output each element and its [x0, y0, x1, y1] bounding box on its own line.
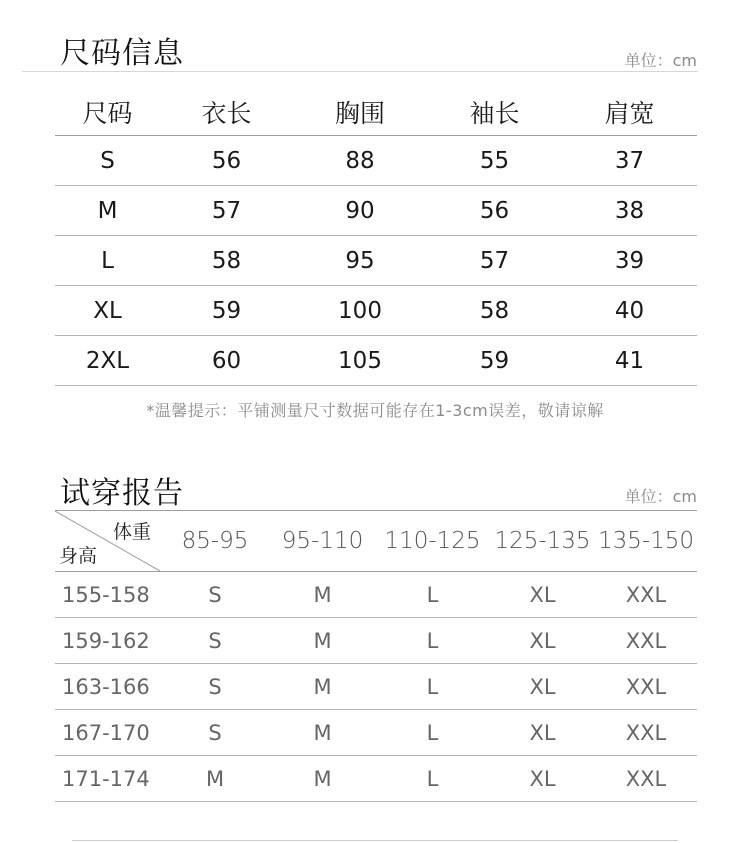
fit-size-cell: XL: [529, 766, 556, 791]
fit-size-cell: XL: [529, 674, 556, 699]
size-table-cell: XL: [93, 297, 122, 324]
fit-size-cell: M: [313, 582, 332, 607]
size-table-cell: 39: [614, 247, 645, 274]
weight-column-header: 110-125: [384, 528, 481, 554]
fit-size-cell: XXL: [625, 766, 667, 791]
height-label: 身高: [59, 545, 98, 567]
height-cell: 159-162: [62, 628, 150, 653]
fit-size-cell: XXL: [625, 628, 667, 653]
size-table-header-cell: 胸围: [334, 98, 385, 128]
size-table-cell: 40: [614, 297, 645, 324]
fit-size-cell: S: [208, 720, 222, 745]
size-table-row: [55, 136, 697, 186]
size-table-cell: 88: [345, 147, 375, 174]
size-table-cell: 58: [479, 297, 510, 324]
fit-size-cell: L: [426, 674, 439, 699]
fit-size-cell: XL: [529, 720, 556, 745]
size-table-cell: 59: [479, 347, 510, 374]
size-table-row: [55, 236, 697, 286]
height-cell: 171-174: [62, 766, 150, 791]
fit-size-cell: L: [426, 720, 439, 745]
size-table-cell: 90: [345, 197, 375, 224]
weight-column-header: 95-110: [281, 528, 364, 554]
fit-size-cell: XXL: [625, 720, 667, 745]
size-table-cell: 105: [338, 347, 382, 374]
size-info-title: 尺码信息: [60, 36, 184, 71]
size-table-cell: S: [100, 147, 115, 174]
size-table-cell: 100: [338, 297, 382, 324]
fit-size-cell: M: [313, 628, 332, 653]
fit-size-cell: XXL: [625, 674, 667, 699]
size-note: *温馨提示：平铺测量尺寸数据可能存在1-3cm误差，敬请谅解: [146, 401, 604, 420]
fit-table-row: [55, 710, 697, 756]
size-table-cell: 56: [211, 147, 242, 174]
height-cell: 155-158: [62, 582, 150, 607]
size-table-header-cell: 尺码: [82, 98, 133, 128]
height-cell: 167-170: [62, 720, 150, 745]
size-table-cell: 2XL: [85, 347, 130, 374]
size-table-cell: 55: [479, 147, 510, 174]
size-table-cell: 60: [211, 347, 242, 374]
weight-column-header: 85-95: [181, 528, 249, 554]
fit-report-unit: 单位：cm: [624, 487, 697, 506]
fit-report-title: 试穿报告: [60, 476, 184, 511]
size-table-cell: 41: [614, 347, 645, 374]
bottom-divider: [72, 840, 678, 841]
fit-table-row: [55, 664, 697, 710]
fit-table-row: [55, 756, 697, 802]
fit-table-header: [55, 511, 697, 572]
corner-header-cell: [55, 511, 160, 571]
fit-table: [55, 510, 697, 802]
size-table-row: [55, 336, 697, 386]
size-table-cell: M: [97, 197, 118, 224]
fit-size-cell: L: [426, 766, 439, 791]
fit-size-cell: XL: [529, 582, 556, 607]
size-info-unit: 单位：cm: [624, 51, 697, 70]
weight-column-header: 135-150: [597, 528, 695, 554]
size-table-cell: 56: [479, 197, 510, 224]
size-table-cell: L: [101, 247, 114, 274]
fit-size-cell: M: [313, 674, 332, 699]
size-table-row: [55, 186, 697, 236]
fit-size-cell: M: [205, 766, 225, 791]
fit-size-cell: M: [313, 720, 332, 745]
fit-table-row: [55, 572, 697, 618]
fit-size-cell: S: [208, 628, 222, 653]
height-cell: 163-166: [62, 674, 150, 699]
size-table-cell: 95: [345, 247, 375, 274]
size-table-cell: 57: [211, 197, 242, 224]
size-table-cell: 38: [614, 197, 645, 224]
fit-size-cell: L: [426, 582, 439, 607]
size-info-divider: [22, 71, 698, 72]
fit-size-cell: M: [313, 766, 332, 791]
size-table-cell: 57: [479, 247, 510, 274]
size-table-cell: 37: [614, 147, 645, 174]
weight-label: 体重: [113, 521, 152, 543]
weight-column-header: 125-135: [494, 528, 591, 554]
size-table-row: [55, 286, 697, 336]
size-table: [55, 88, 697, 386]
size-table-header-cell: 肩宽: [604, 98, 655, 128]
fit-size-cell: L: [426, 628, 439, 653]
fit-size-cell: XXL: [625, 582, 667, 607]
fit-size-cell: S: [208, 674, 222, 699]
size-table-cell: 59: [211, 297, 242, 324]
size-table-header-cell: 袖长: [469, 98, 520, 128]
size-table-cell: 58: [211, 247, 242, 274]
size-table-header-cell: 衣长: [201, 98, 252, 128]
size-table-header: [55, 88, 697, 136]
fit-size-cell: XL: [529, 628, 556, 653]
fit-table-row: [55, 618, 697, 664]
fit-size-cell: S: [208, 582, 222, 607]
